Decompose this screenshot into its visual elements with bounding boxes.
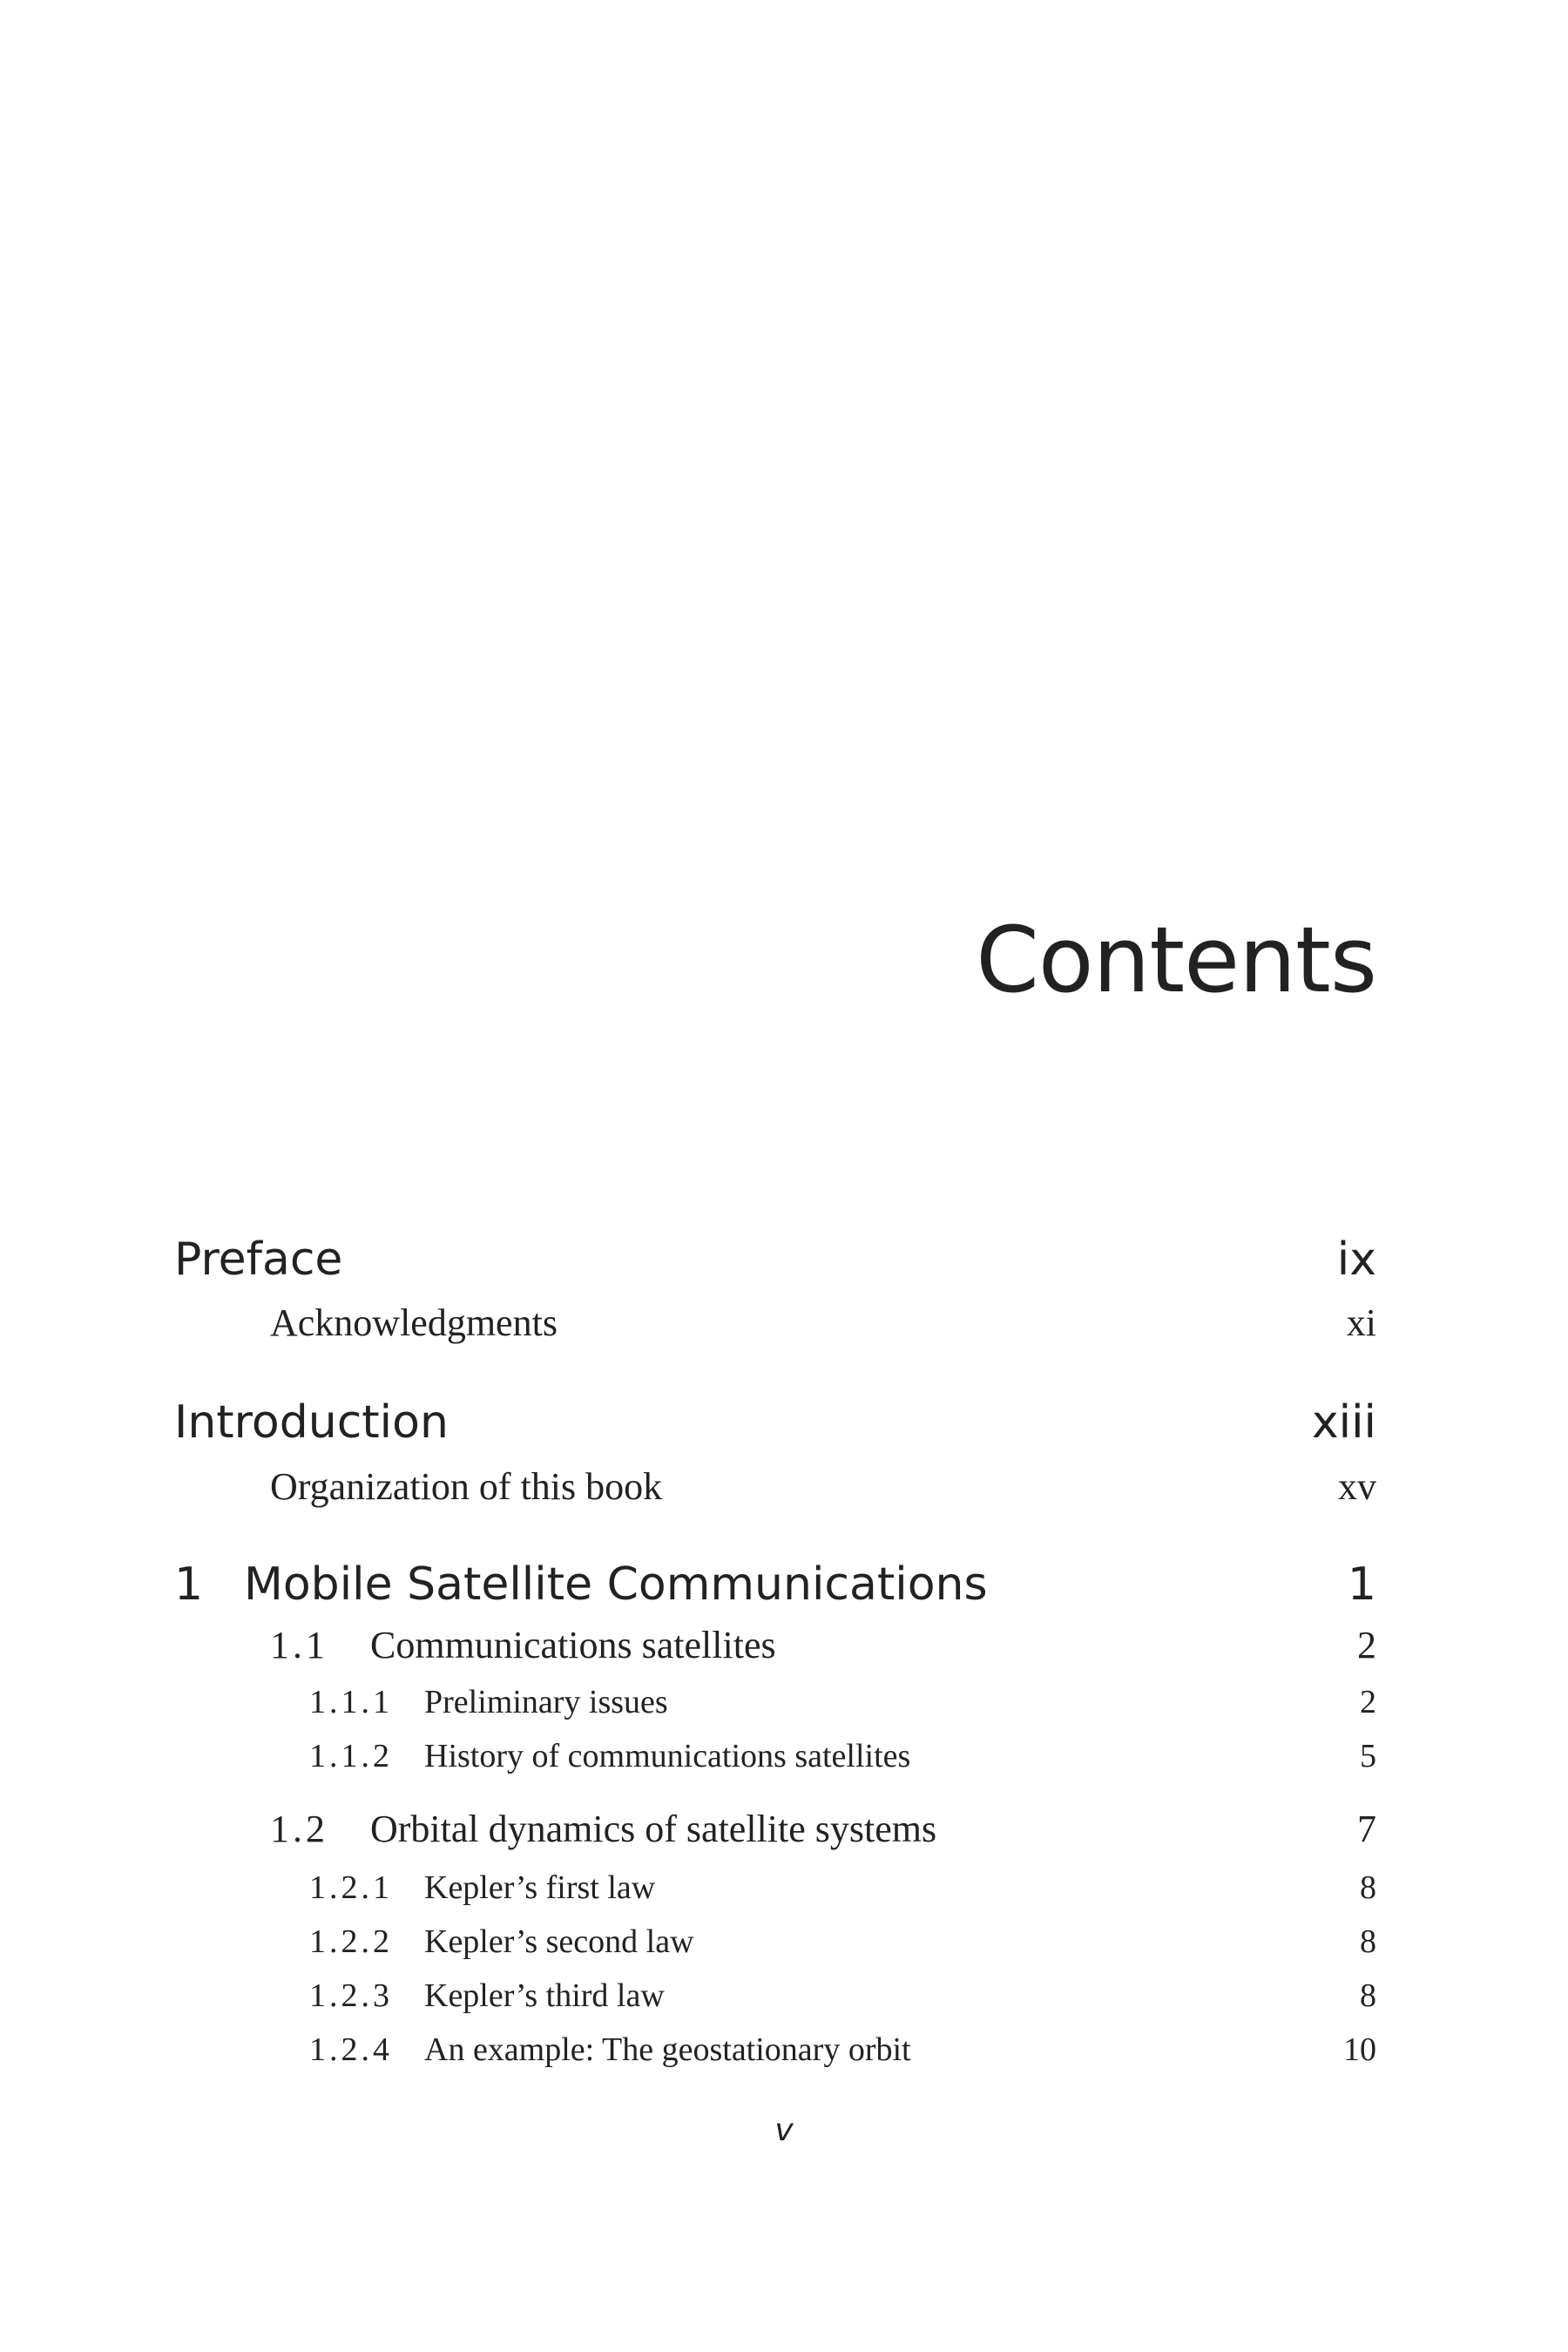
- toc-entry-subsection-1-2-4[interactable]: [309, 2033, 1376, 2066]
- toc-entry-number: 1.2.2: [309, 1923, 393, 1960]
- toc-entry-page: 7: [1357, 1808, 1376, 1850]
- toc-entry-number: 1.1.1: [309, 1684, 393, 1720]
- toc-entry-section-1-1[interactable]: [270, 1626, 1376, 1665]
- toc-entry-preface[interactable]: [174, 1233, 1376, 1286]
- toc-entry-page: 10: [1343, 2031, 1376, 2068]
- toc-entry-chapter-1[interactable]: [174, 1558, 1376, 1611]
- toc-entry-subsection-1-2-2[interactable]: [309, 1925, 1376, 1958]
- toc-entry-number: 1: [174, 1558, 204, 1611]
- toc-entry-page: 8: [1360, 1977, 1376, 2014]
- toc-entry-label: Introduction: [174, 1396, 449, 1449]
- toc-entry-number: 1.2.4: [309, 2031, 393, 2068]
- toc-entry-introduction[interactable]: [174, 1396, 1376, 1449]
- toc-entry-title: Preliminary issues: [424, 1684, 668, 1720]
- toc-entry-title: Kepler’s first law: [424, 1869, 656, 1906]
- toc-entry-number: 1.1.2: [309, 1738, 393, 1774]
- toc-entry-page: 5: [1360, 1738, 1376, 1774]
- toc-entry-acknowledgments[interactable]: [270, 1301, 1376, 1344]
- toc-entry-page: 2: [1357, 1624, 1376, 1666]
- toc-entry-page: ix: [1336, 1233, 1376, 1286]
- toc-entry-label: Acknowledgments: [270, 1301, 558, 1344]
- toc-entry-title: Communications satellites: [370, 1624, 776, 1666]
- toc-entry-title: History of communications satellites: [424, 1738, 911, 1774]
- toc-entry-page: xi: [1346, 1301, 1376, 1344]
- toc-entry-page: xv: [1338, 1465, 1376, 1508]
- toc-entry-subsection-1-1-2[interactable]: [309, 1740, 1376, 1773]
- toc-entry-label: [309, 2033, 1343, 2066]
- toc-entry-label: [174, 1558, 1348, 1611]
- toc-entry-label: [309, 1979, 1360, 2012]
- toc-entry-number: 1.1: [270, 1624, 328, 1666]
- toc-entry-page: 2: [1360, 1684, 1376, 1720]
- toc-entry-organization[interactable]: [270, 1465, 1376, 1508]
- toc-entry-label: Organization of this book: [270, 1465, 663, 1508]
- toc-entry-title: An example: The geostationary orbit: [424, 2031, 911, 2068]
- toc-entry-title: Mobile Satellite Communications: [244, 1558, 988, 1611]
- toc-entry-title: Kepler’s third law: [424, 1977, 665, 2014]
- toc-entry-subsection-1-2-3[interactable]: [309, 1979, 1376, 2012]
- toc-entry-number: 1.2: [270, 1808, 328, 1850]
- toc-entry-subsection-1-2-1[interactable]: [309, 1871, 1376, 1904]
- toc-entry-label: [309, 1686, 1360, 1719]
- toc-entry-number: 1.2.1: [309, 1869, 393, 1906]
- toc-entry-label: [270, 1810, 1357, 1848]
- toc-entry-label: [309, 1740, 1360, 1773]
- toc-entry-label: Preface: [174, 1233, 343, 1286]
- toc-entry-title: Kepler’s second law: [424, 1923, 694, 1960]
- toc-entry-page: 8: [1360, 1869, 1376, 1906]
- toc-entry-number: 1.2.3: [309, 1977, 393, 2014]
- page-folio: v: [774, 2112, 794, 2148]
- toc-entry-title: Orbital dynamics of satellite systems: [370, 1808, 937, 1850]
- page-title: Contents: [976, 907, 1376, 1013]
- toc-entry-page: 1: [1347, 1558, 1376, 1611]
- toc-entry-section-1-2[interactable]: [270, 1810, 1376, 1848]
- toc-entry-page: 8: [1360, 1923, 1376, 1960]
- toc-entry-label: [270, 1626, 1357, 1665]
- toc-entry-subsection-1-1-1[interactable]: [309, 1686, 1376, 1719]
- toc-entry-label: [309, 1871, 1360, 1904]
- toc-entry-label: [309, 1925, 1360, 1958]
- toc-entry-page: xiii: [1311, 1396, 1376, 1449]
